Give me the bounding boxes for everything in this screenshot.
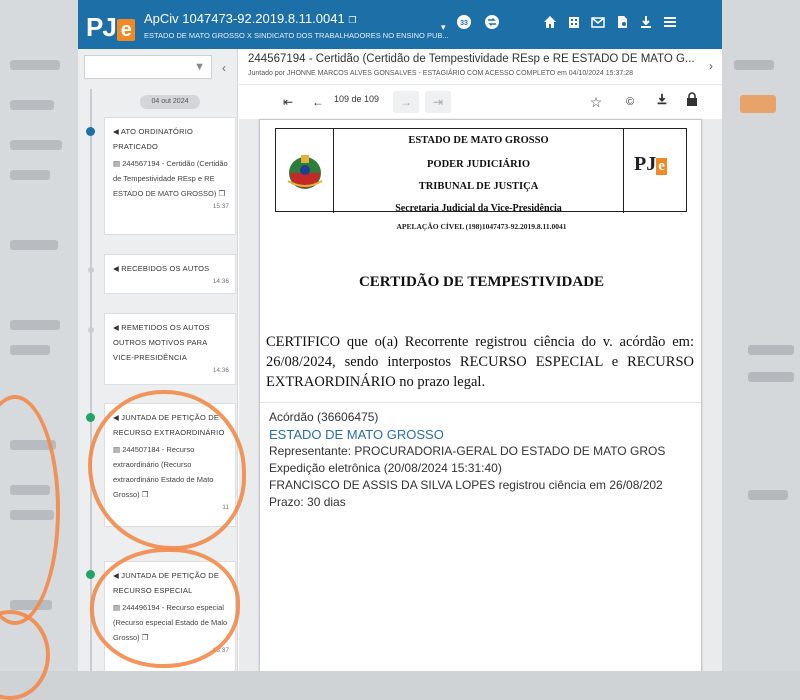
- letterhead-text: ESTADO DE MATO GROSSO PODER JUDICIÁRIO TRIBUNAL DE JUSTIÇA Secretaria Judicial da Vice-Presidência: [334, 129, 624, 213]
- timeline-doc-link[interactable]: 244507184 - Recurso extraordinário (Recurso extraordinário Estado de Mato Grosso): [113, 445, 214, 499]
- certificate-body: CERTIFICO que o(a) Recorrente registrou ciência do v. acórdão em: 26/08/2024, sendo interpostos RECURSO ESPECIAL e RECURSO EXTRAORDINÁRIO no prazo legal.: [266, 334, 694, 390]
- svg-text:33: 33: [460, 20, 468, 27]
- background-right: [722, 0, 800, 671]
- filter-icon[interactable]: ▼: [194, 61, 205, 73]
- case-class-number: APELAÇÃO CÍVEL (198)1047473-92.2019.8.11.0041: [396, 222, 567, 231]
- document-page: [259, 119, 702, 671]
- document-header: [239, 49, 722, 85]
- menu-icon[interactable]: [660, 14, 680, 34]
- collapse-panel-icon[interactable]: ‹: [222, 61, 226, 75]
- top-bar: [78, 0, 722, 49]
- timeline-line: [90, 89, 92, 671]
- top-icons-left: [454, 14, 502, 34]
- page-counter: 109 de 109: [334, 94, 380, 104]
- document-icon: ▤: [113, 159, 121, 168]
- building-icon[interactable]: [564, 14, 584, 34]
- megaphone-icon: ◀: [113, 127, 119, 136]
- previous-page-button[interactable]: ←: [312, 95, 324, 109]
- copyright-icon[interactable]: ©: [625, 96, 635, 108]
- calendar-33-icon[interactable]: [454, 14, 474, 34]
- timeline-item[interactable]: ◀ REMETIDOS OS AUTOS OUTROS MOTIVOS PARA VICE-PRESIDÊNCIA 14:36: [104, 313, 236, 385]
- timeline-item[interactable]: ◀ JUNTADA DE PETIÇÃO DE RECURSO EXTRAORDINÁRIO ▤ 244507184 - Recurso extraordinário (Recurso extraordinário Estado de Mato Grosso) ❐ 11: [104, 403, 236, 527]
- document-icon: ▤: [113, 445, 121, 454]
- pje-logo: PJ e: [634, 153, 665, 175]
- next-page-button[interactable]: →: [393, 91, 419, 113]
- megaphone-icon: ◀: [113, 323, 119, 332]
- annotation-circle: [90, 548, 240, 668]
- timeline-filter-input[interactable]: [84, 55, 212, 79]
- home-icon[interactable]: [540, 14, 560, 34]
- pje-app-window: [78, 0, 722, 671]
- timeline-dot: [86, 413, 95, 422]
- chevron-down-icon[interactable]: ▾: [441, 22, 446, 32]
- megaphone-icon: ◀: [113, 413, 119, 422]
- timeline-dot: [86, 570, 95, 579]
- document-icon: ▤: [113, 603, 121, 612]
- lock-icon[interactable]: [683, 91, 701, 113]
- document-title: 244567194 - Certidão (Certidão de Tempestividade REsp e RE ESTADO DE MATO G...: [248, 53, 695, 65]
- shuffle-icon[interactable]: [482, 14, 502, 34]
- copy-icon[interactable]: ❐: [141, 490, 149, 499]
- document-person-icon[interactable]: [612, 14, 632, 34]
- megaphone-icon: ◀: [113, 571, 119, 580]
- pje-logo[interactable]: PJ e: [86, 12, 135, 43]
- expand-panel-icon[interactable]: ›: [709, 59, 713, 73]
- case-title[interactable]: ApCiv 1047473-92.2019.8.11.0041 ❐: [144, 11, 357, 26]
- download-icon[interactable]: [653, 91, 671, 113]
- document-meta: Juntado por JHONNE MARCOS ALVES GONSALVES - ESTAGIÁRIO COM ACESSO COMPLETO em 04/10/2024 15:37:28: [248, 70, 634, 77]
- document-toolbar: [239, 85, 722, 119]
- megaphone-icon: ◀: [113, 264, 119, 273]
- timeline-item[interactable]: ◀ ATO ORDINATÓRIO PRATICADO ▤ 244567194 - Certidão (Certidão de Tempestividade REsp e RE ESTADO DE MATO GROSSO) ❐ 15:37: [104, 117, 236, 235]
- last-page-button[interactable]: ⇥: [425, 91, 451, 113]
- copy-icon[interactable]: ❐: [141, 633, 149, 642]
- timeline-item[interactable]: ◀ JUNTADA DE PETIÇÃO DE RECURSO ESPECIAL ▤ 244496194 - Recurso especial (Recurso especial Estado de Malo Grosso) ❐ 13:37: [104, 561, 236, 671]
- timeline-dot: [86, 127, 95, 136]
- first-page-button[interactable]: ⇤: [282, 95, 294, 109]
- timeline-dot: [88, 267, 94, 273]
- timeline-doc-link[interactable]: 244496194 - Recurso especial (Recurso especial Estado de Malo Grosso): [113, 603, 228, 642]
- copy-icon[interactable]: ❐: [218, 189, 226, 198]
- document-letterhead: [275, 128, 687, 212]
- document-viewer[interactable]: [239, 119, 722, 671]
- star-icon[interactable]: ☆: [589, 94, 603, 110]
- timeline-dot: [88, 327, 94, 333]
- certificate-title: CERTIDÃO DE TEMPESTIVIDADE: [358, 274, 605, 290]
- download-icon[interactable]: [636, 14, 656, 34]
- copy-icon[interactable]: ❐: [348, 15, 357, 25]
- date-separator: 04 out 2024: [140, 95, 200, 109]
- timeline-doc-link[interactable]: 244567194 - Certidão (Certidão de Tempestividade REsp e RE ESTADO DE MATO GROSSO): [113, 159, 228, 198]
- top-icons-right: [540, 14, 680, 34]
- acordao-notice: Acórdão (36606475) ESTADO DE MATO GROSSO Representante: PROCURADORIA-GERAL DO ESTADO DE MATO GROS Expedição eletrônica (20/08/2024 15:31:40) FRANCISCO DE ASSIS DA SILVA LOPES registrou ciência em 26/08/202 Prazo: 30 dias: [260, 402, 702, 522]
- state-coat-of-arms: [276, 129, 334, 213]
- mail-icon[interactable]: [588, 14, 608, 34]
- case-parties: ESTADO DE MATO GROSSO X SINDICATO DOS TRABALHADORES NO ENSINO PUB...: [144, 31, 449, 40]
- timeline-item[interactable]: ◀ RECEBIDOS OS AUTOS 14:36: [104, 254, 236, 294]
